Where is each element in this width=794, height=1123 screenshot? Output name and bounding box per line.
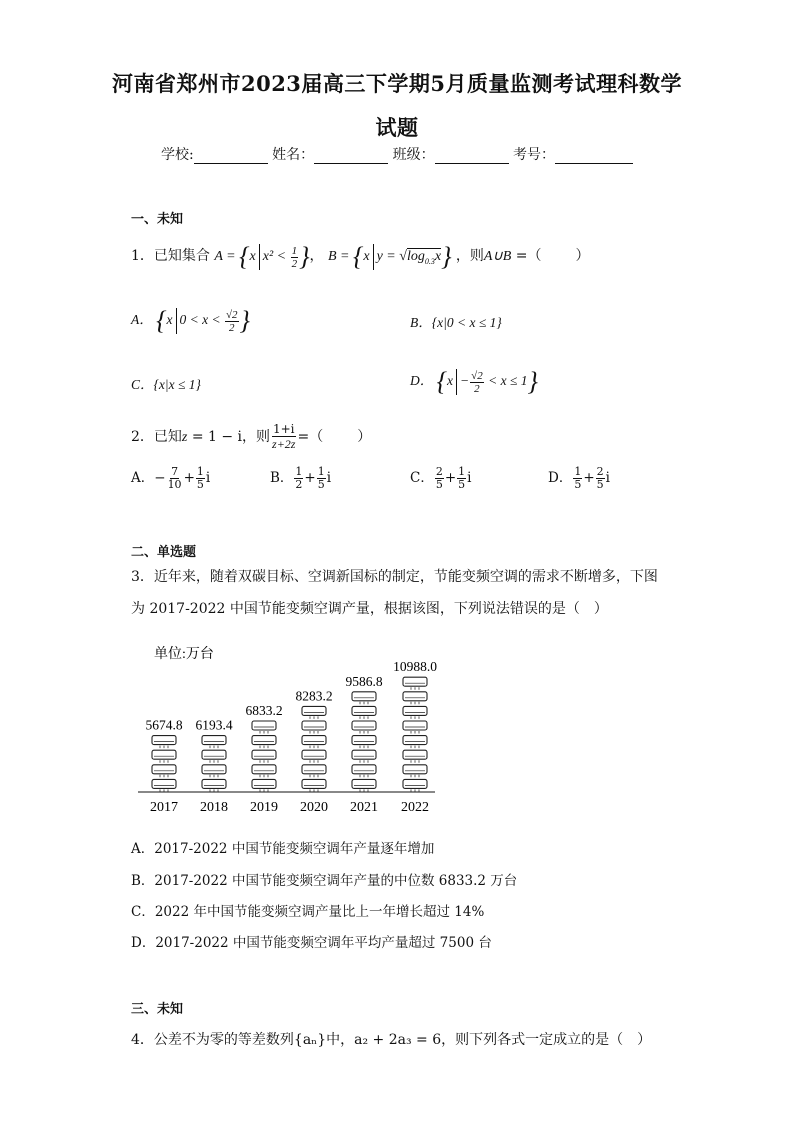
student-info <box>0 144 794 164</box>
q2-option-c[interactable]: C． $\frac{2}{5}$ + $\frac{1}{5}$ i <box>410 465 472 491</box>
ac-unit-icon <box>403 721 427 730</box>
q2-option-b[interactable]: B． $\frac{1}{2}$ + $\frac{1}{5}$ i <box>270 465 332 491</box>
ac-unit-icon <box>202 765 226 774</box>
ac-unit-icon <box>302 779 326 788</box>
ac-unit-icon <box>252 750 276 759</box>
ac-unit-icon <box>352 721 376 730</box>
q1-stem-end: ，则A∪B =（ ） <box>455 248 590 265</box>
ac-unit-icon <box>403 779 427 788</box>
question-2: 2．已知z = 1 − i，则 $\frac{1+i}{z+2z}$ =（ ） <box>131 422 372 451</box>
q3-option-a[interactable]: A．2017-2022 中国节能变频空调年产量逐年增加 <box>131 841 435 857</box>
bar-2021 <box>352 692 376 792</box>
ac-unit-icon <box>202 736 226 745</box>
ac-unit-icon <box>403 750 427 759</box>
exam-no-blank[interactable] <box>555 149 633 164</box>
ac-unit-icon <box>352 736 376 745</box>
ac-unit-icon <box>252 736 276 745</box>
ac-unit-icon <box>403 736 427 745</box>
x-tick-label-2019: 2019 <box>250 800 278 815</box>
bar-2017 <box>152 736 176 792</box>
ac-unit-icon <box>302 750 326 759</box>
data-label-2021: 9586.8 <box>345 673 383 689</box>
ac-unit-icon <box>352 779 376 788</box>
data-label-2018: 6193.4 <box>195 717 233 733</box>
x-tick-label-2022: 2022 <box>401 800 429 815</box>
ac-unit-icon <box>252 765 276 774</box>
ac-unit-icon <box>202 779 226 788</box>
q1-set-a: A = {x x² < $\frac{1}{2}$ } <box>214 242 310 271</box>
ac-unit-icon <box>152 765 176 774</box>
x-tick-label-2020: 2020 <box>300 800 328 815</box>
ac-unit-icon <box>302 721 326 730</box>
ac-unit-icon <box>352 765 376 774</box>
q1-option-b[interactable]: B．{x|0 < x ≤ 1} <box>410 315 502 330</box>
ac-unit-icon <box>403 765 427 774</box>
ac-unit-icon <box>352 750 376 759</box>
production-bar-chart <box>130 640 440 825</box>
ac-unit-icon <box>252 779 276 788</box>
class-label: 班级： <box>392 147 435 163</box>
page-title: 河南省郑州市2023届高三下学期5月质量监测考试理科数学 <box>111 71 683 96</box>
ac-unit-icon <box>352 692 376 701</box>
name-blank[interactable] <box>314 149 388 164</box>
ac-unit-icon <box>152 750 176 759</box>
chart-unit-label: 单位:万台 <box>154 647 214 662</box>
ac-unit-icon <box>302 765 326 774</box>
class-blank[interactable] <box>435 149 509 164</box>
ac-unit-icon <box>352 706 376 715</box>
q1-stem: 1．已知集合 <box>131 248 210 265</box>
exam-no-label: 考号： <box>513 147 556 163</box>
ac-unit-icon <box>202 750 226 759</box>
x-tick-label-2021: 2021 <box>350 800 378 815</box>
data-label-2020: 8283.2 <box>295 688 333 704</box>
q2-option-a[interactable]: A．− $\frac{7}{10}$ + $\frac{1}{5}$ i <box>131 465 211 491</box>
section-heading-3: 三、未知 <box>131 1002 184 1017</box>
q3-option-b[interactable]: B．2017-2022 中国节能变频空调年产量的中位数 6833.2 万台 <box>131 873 518 889</box>
ac-unit-icon <box>403 677 427 686</box>
q2-frac-num: 1+i <box>272 422 295 436</box>
q1-set-b: B = {x $y = √\log_{0.3}x$} <box>327 242 452 271</box>
ac-unit-icon <box>252 721 276 730</box>
section-heading-2: 二、单选题 <box>131 545 197 560</box>
q3-option-d[interactable]: D．2017-2022 中国节能变频空调年平均产量超过 7500 台 <box>131 935 492 951</box>
q3-option-c[interactable]: C．2022 年中国节能变频空调产量比上一年增长超过 14% <box>131 904 485 920</box>
school-blank[interactable] <box>194 149 268 164</box>
data-label-2017: 5674.8 <box>145 717 183 733</box>
section-heading-1: 一、未知 <box>131 212 184 227</box>
name-label: 姓名： <box>272 147 315 163</box>
bar-2018 <box>202 736 226 792</box>
question-4: 4．公差不为零的等差数列{aₙ}中，a₂ + 2a₃ = 6，则下列各式一定成立的是（ ） <box>131 1032 652 1048</box>
question-3-line1: 3．近年来，随着双碳目标、空调新国标的制定，节能变频空调的需求不断增多，下图 <box>131 569 658 585</box>
school-label: 学校: <box>160 147 194 163</box>
ac-unit-icon <box>152 736 176 745</box>
ac-unit-icon <box>152 779 176 788</box>
ac-unit-icon <box>403 706 427 715</box>
page-title-line2: 试题 <box>375 115 419 140</box>
q2-option-d[interactable]: D． $\frac{1}{5}$ + $\frac{2}{5}$ i <box>548 465 610 491</box>
question-1: 1．已知集合 A = {x x² < $\frac{1}{2}$ }， B = {x $y = √\log_{0.3}x$} ，则A∪B =（ ） <box>131 242 590 271</box>
bar-2022 <box>403 677 427 792</box>
data-label-2022: 10988.0 <box>393 659 437 675</box>
q1-option-c[interactable]: C．{x|x ≤ 1} <box>131 377 201 392</box>
ac-unit-icon <box>403 692 427 701</box>
bar-2020 <box>302 706 326 792</box>
ac-unit-icon <box>302 736 326 745</box>
q1-option-d[interactable]: D． {x − $\frac{√2}{2}$ < x ≤ 1} <box>410 367 538 396</box>
q2-frac-den: z+2z <box>272 437 296 451</box>
bar-2019 <box>252 721 276 792</box>
question-3-line2: 为 2017-2022 中国节能变频空调产量，根据该图，下列说法错误的是（ ） <box>131 601 608 617</box>
x-tick-label-2017: 2017 <box>150 800 178 815</box>
x-tick-label-2018: 2018 <box>200 800 228 815</box>
data-label-2019: 6833.2 <box>245 703 283 718</box>
q1-option-a[interactable]: A． {x 0 < x < $\frac{√2}{2}$ } <box>131 306 250 335</box>
ac-unit-icon <box>302 706 326 715</box>
